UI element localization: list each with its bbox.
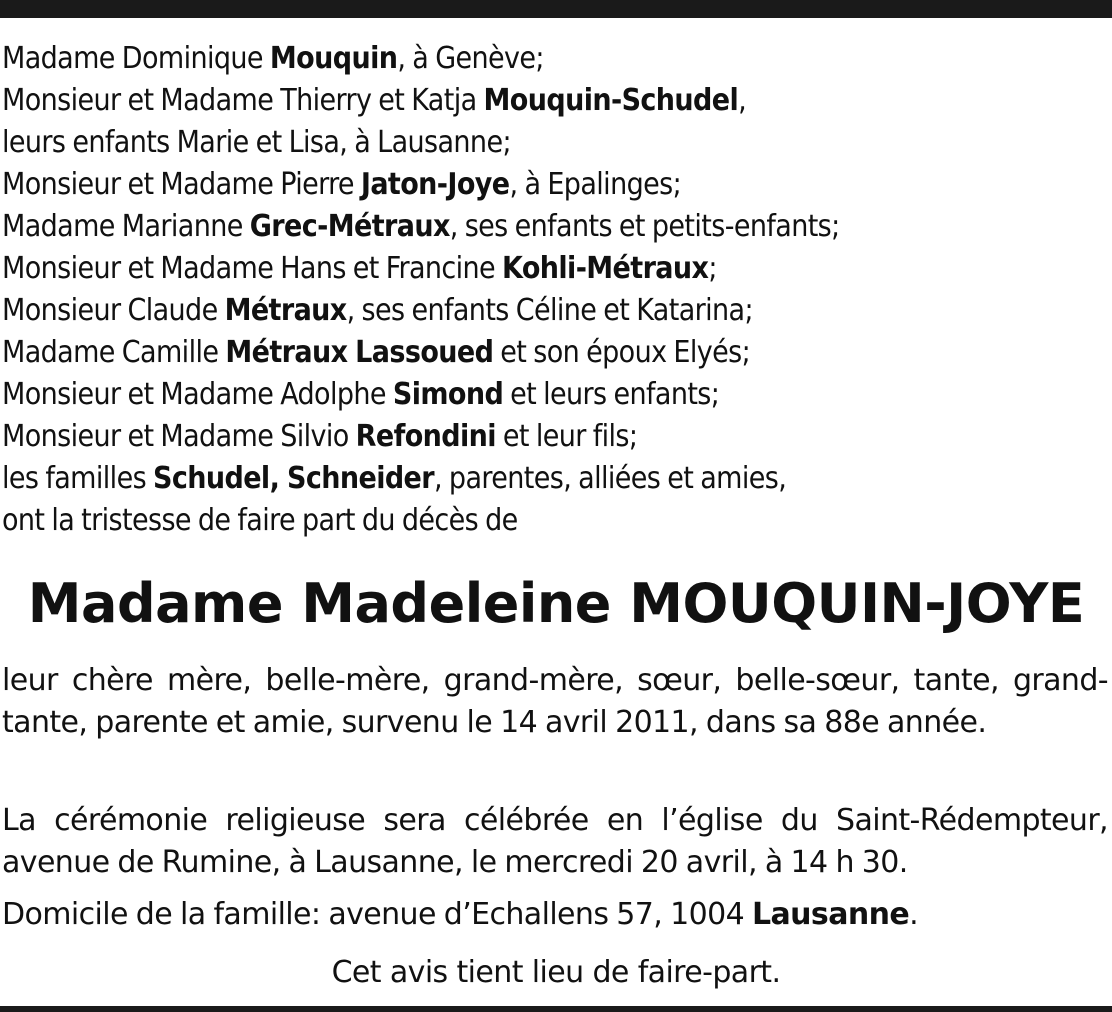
family-surname: Métraux Lassoued xyxy=(225,335,494,370)
domicile-city: Lausanne xyxy=(752,897,910,932)
family-line xyxy=(2,38,1108,80)
family-line-text: ; xyxy=(708,251,717,286)
family-line-text: , xyxy=(738,83,747,118)
family-line-text: , ses enfants et petits-enfants; xyxy=(449,209,840,244)
top-rule xyxy=(0,0,1112,18)
family-line xyxy=(2,164,1108,206)
ceremony-paragraph: La cérémonie religieuse sera célébrée en l’église du Saint-Rédempteur, avenue de Rumine, à Lausanne, le mercredi 20 avril, à 14 h 30. xyxy=(2,803,1108,880)
family-line-text: Monsieur et Madame Pierre xyxy=(2,167,361,202)
family-line xyxy=(2,416,1108,458)
bottom-rule xyxy=(0,1006,1112,1012)
family-line xyxy=(2,122,1108,164)
family-line xyxy=(2,290,1108,332)
family-line xyxy=(2,248,1108,290)
family-line-text: leurs enfants Marie et Lisa, à Lausanne; xyxy=(2,125,511,160)
domicile-address: Domicile de la famille: avenue d’Echallens 57, 1004 xyxy=(2,897,753,932)
family-list xyxy=(2,38,1108,542)
family-line-text: , parentes, alliées et amies, xyxy=(433,461,787,496)
family-line-text: ont la tristesse de faire part du décès de xyxy=(2,503,518,538)
closing-note: Cet avis tient lieu de faire-part. xyxy=(331,955,781,990)
family-surname: Schudel, Schneider xyxy=(153,461,434,496)
family-line-text: Monsieur et Madame Thierry et Katja xyxy=(2,83,484,118)
family-line-text: les familles xyxy=(2,461,154,496)
family-line-text: et leur fils; xyxy=(495,419,638,454)
family-line xyxy=(2,458,1108,500)
family-line-text: , à Epalinges; xyxy=(509,167,682,202)
family-surname: Métraux xyxy=(224,293,347,328)
family-line xyxy=(2,500,1108,542)
family-surname: Kohli-Métraux xyxy=(502,251,709,286)
domicile-suffix: . xyxy=(909,897,919,932)
family-surname: Mouquin-Schudel xyxy=(483,83,739,118)
family-line-text: , à Genève; xyxy=(397,41,544,76)
family-line-text: Monsieur et Madame Adolphe xyxy=(2,377,393,412)
deceased-name-heading: Madame Madeleine MOUQUIN-JOYE xyxy=(27,572,1085,635)
family-line-text: Monsieur et Madame Silvio xyxy=(2,419,356,454)
family-surname: Simond xyxy=(392,377,504,412)
description-paragraph: leur chère mère, belle-mère, grand-mère, sœur, belle-sœur, tante, grand-tante, parente et amie, survenu le 14 avril 2011, dans sa 88e année. xyxy=(2,663,1108,740)
family-line xyxy=(2,332,1108,374)
family-line-text: Madame Marianne xyxy=(2,209,250,244)
family-line-text: , ses enfants Céline et Katarina; xyxy=(346,293,753,328)
family-surname: Mouquin xyxy=(269,41,398,76)
family-line-text: Madame Camille xyxy=(2,335,226,370)
family-line-text: Monsieur Claude xyxy=(2,293,225,328)
family-line-text: et son époux Elyés; xyxy=(493,335,751,370)
family-line xyxy=(2,206,1108,248)
family-line-text: Madame Dominique xyxy=(2,41,270,76)
family-surname: Grec-Métraux xyxy=(249,209,450,244)
family-surname: Refondini xyxy=(355,419,496,454)
domicile-paragraph xyxy=(2,894,1108,936)
family-surname: Jaton-Joye xyxy=(360,167,510,202)
family-line-text: Monsieur et Madame Hans et Francine xyxy=(2,251,503,286)
family-line-text: et leurs enfants; xyxy=(503,377,720,412)
family-line xyxy=(2,80,1108,122)
family-line xyxy=(2,374,1108,416)
